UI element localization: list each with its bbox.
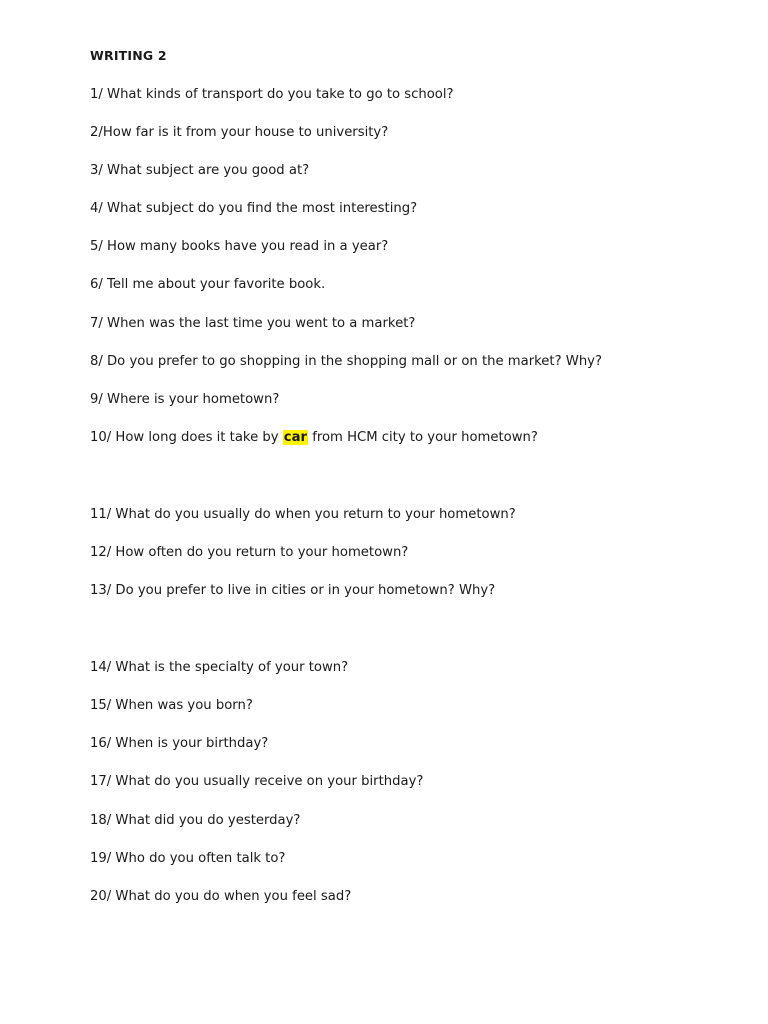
question-15: 15/ When was you born? [90,698,253,713]
question-9: 9/ Where is your hometown? [90,392,280,407]
question-17: 17/ What do you usually receive on your birthday? [90,774,424,789]
question-1: 1/ What kinds of transport do you take to go to school? [90,87,454,102]
question-16: 16/ When is your birthday? [90,736,269,751]
question-6: 6/ Tell me about your favorite book. [90,277,326,292]
question-10-after: from HCM city to your hometown? [308,430,538,445]
question-13: 13/ Do you prefer to live in cities or in your hometown? Why? [90,583,496,598]
question-3: 3/ What subject are you good at? [90,163,310,178]
question-5: 5/ How many books have you read in a year? [90,239,389,254]
highlighted-word: car [283,430,307,445]
question-20: 20/ What do you do when you feel sad? [90,889,352,904]
question-10-before: 10/ How long does it take by [90,430,283,445]
question-19: 19/ Who do you often talk to? [90,851,286,866]
question-2: 2/How far is it from your house to university? [90,125,389,140]
question-4: 4/ What subject do you find the most interesting? [90,201,418,216]
question-10 [90,429,538,447]
question-7: 7/ When was the last time you went to a market? [90,316,416,331]
question-14: 14/ What is the specialty of your town? [90,660,349,675]
question-8: 8/ Do you prefer to go shopping in the shopping mall or on the market? Why? [90,354,602,369]
question-11: 11/ What do you usually do when you return to your hometown? [90,507,516,522]
question-18: 18/ What did you do yesterday? [90,813,301,828]
document-title: WRITING 2 [90,48,167,63]
question-12: 12/ How often do you return to your hometown? [90,545,409,560]
